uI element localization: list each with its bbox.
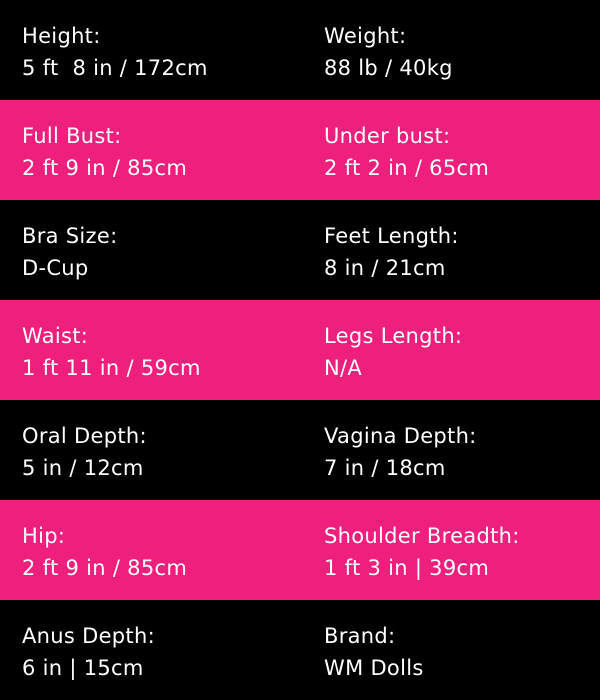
spec-label: Shoulder Breadth: <box>324 524 520 548</box>
spec-row-hip-shoulder <box>0 500 600 600</box>
spec-label: Feet Length: <box>324 224 459 248</box>
spec-brand <box>300 600 600 700</box>
spec-value: 5 in / 12cm <box>22 456 144 480</box>
spec-label: Anus Depth: <box>22 624 155 648</box>
spec-height <box>0 0 300 100</box>
spec-label: Oral Depth: <box>22 424 147 448</box>
spec-anus-depth <box>0 600 300 700</box>
spec-full-bust <box>0 100 300 200</box>
spec-oral-depth <box>0 400 300 500</box>
spec-value: 2 ft 2 in / 65cm <box>324 156 490 180</box>
spec-label: Vagina Depth: <box>324 424 477 448</box>
spec-value: 7 in / 18cm <box>324 456 446 480</box>
spec-shoulder-breadth <box>300 500 600 600</box>
spec-feet-length <box>300 200 600 300</box>
spec-row-bust <box>0 100 600 200</box>
spec-under-bust <box>300 100 600 200</box>
spec-value: 2 ft 9 in / 85cm <box>22 556 188 580</box>
spec-row-waist-legs <box>0 300 600 400</box>
spec-label: Legs Length: <box>324 324 463 348</box>
spec-label: Waist: <box>22 324 89 348</box>
spec-label: Hip: <box>22 524 66 548</box>
spec-value: 2 ft 9 in / 85cm <box>22 156 188 180</box>
spec-value: 1 ft 11 in / 59cm <box>22 356 201 380</box>
spec-row-bra-feet <box>0 200 600 300</box>
spec-label: Brand: <box>324 624 396 648</box>
spec-label: Full Bust: <box>22 124 122 148</box>
spec-row-depths <box>0 400 600 500</box>
spec-legs-length <box>300 300 600 400</box>
spec-value: 5 ft 8 in / 172cm <box>22 56 208 80</box>
spec-label: Height: <box>22 24 101 48</box>
spec-value: 6 in | 15cm <box>22 656 144 680</box>
spec-label: Weight: <box>324 24 407 48</box>
spec-value: 88 lb / 40kg <box>324 56 453 80</box>
spec-value: D-Cup <box>22 256 89 280</box>
spec-label: Bra Size: <box>22 224 118 248</box>
spec-value: 8 in / 21cm <box>324 256 446 280</box>
spec-bra-size <box>0 200 300 300</box>
spec-row-height-weight <box>0 0 600 100</box>
spec-waist <box>0 300 300 400</box>
spec-value: WM Dolls <box>324 656 424 680</box>
spec-weight <box>300 0 600 100</box>
spec-label: Under bust: <box>324 124 451 148</box>
spec-value: 1 ft 3 in | 39cm <box>324 556 490 580</box>
spec-row-anus-brand <box>0 600 600 700</box>
spec-vagina-depth <box>300 400 600 500</box>
spec-value: N/A <box>324 356 363 380</box>
spec-hip <box>0 500 300 600</box>
